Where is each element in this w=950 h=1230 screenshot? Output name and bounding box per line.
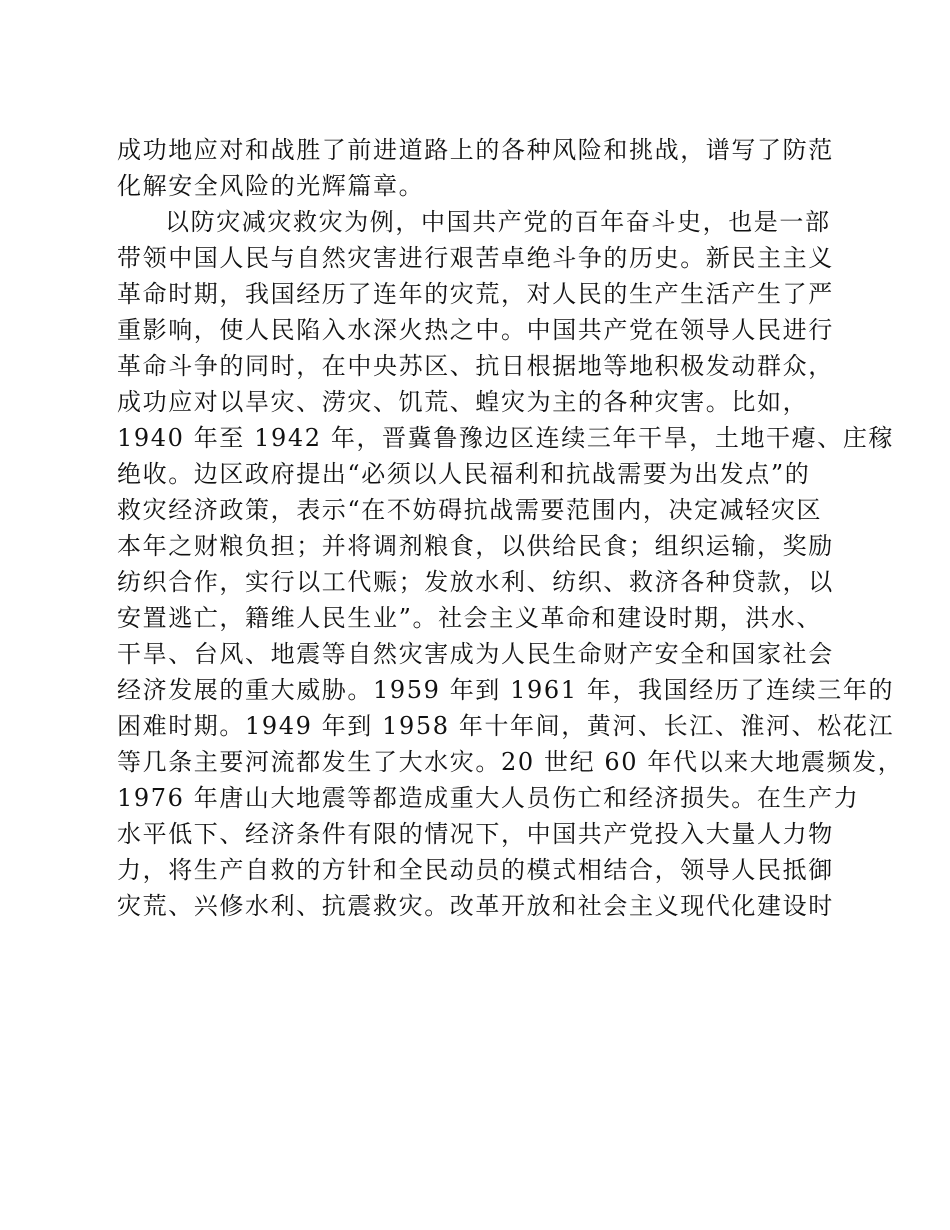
text-line: 灾荒、兴修水利、抗震救灾。改革开放和社会主义现代化建设时: [117, 892, 834, 920]
text-line: 水平低下、经济条件有限的情况下，中国共产党投入大量人力物: [117, 820, 834, 848]
text-line: 干旱、台风、地震等自然灾害成为人民生命财产安全和国家社会: [117, 640, 834, 668]
text-line: 革命斗争的同时，在中央苏区、抗日根据地等地积极发动群众，: [117, 352, 834, 380]
text-line: 1940 年至 1942 年，晋冀鲁豫边区连续三年干旱，土地干瘪、庄稼: [117, 424, 895, 452]
text-line: 等几条主要河流都发生了大水灾。20 世纪 60 年代以来大地震频发，: [117, 748, 904, 776]
text-line: 成功地应对和战胜了前进道路上的各种风险和挑战，谱写了防范: [117, 136, 834, 164]
text-line: 纺织合作，实行以工代赈；发放水利、纺织、救济各种贷款，以: [117, 568, 834, 596]
text-line: 力，将生产自救的方针和全民动员的模式相结合，领导人民抵御: [117, 856, 834, 884]
text-line: 本年之财粮负担；并将调剂粮食，以供给民食；组织运输，奖励: [117, 532, 834, 560]
text-line: 安置逃亡，籍维人民生业”。社会主义革命和建设时期，洪水、: [117, 604, 823, 632]
text-line: 革命时期，我国经历了连年的灾荒，对人民的生产生活产生了严: [117, 280, 834, 308]
text-line: 化解安全风险的光辉篇章。: [117, 172, 425, 200]
text-line: 带领中国人民与自然灾害进行艰苦卓绝斗争的历史。新民主主义: [117, 244, 834, 272]
text-line: 困难时期。1949 年到 1958 年十年间，黄河、长江、淮河、松花江: [117, 712, 895, 740]
paragraph-first-line: 以防灾减灾救灾为例，中国共产党的百年奋斗史，也是一部: [165, 208, 831, 236]
text-line: 绝收。边区政府提出“必须以人民福利和抗战需要为出发点”的: [117, 460, 811, 488]
text-line: 成功应对以旱灾、涝灾、饥荒、蝗灾为主的各种灾害。比如，: [117, 388, 809, 416]
text-line: 救灾经济政策，表示“在不妨碍抗战需要范围内，决定减轻灾区: [117, 496, 823, 524]
body-text: [117, 132, 904, 924]
text-line: 经济发展的重大威胁。1959 年到 1961 年，我国经历了连续三年的: [117, 676, 895, 704]
text-line: 重影响，使人民陷入水深火热之中。中国共产党在领导人民进行: [117, 316, 834, 344]
text-line: 1976 年唐山大地震等都造成重大人员伤亡和经济损失。在生产力: [117, 784, 860, 812]
